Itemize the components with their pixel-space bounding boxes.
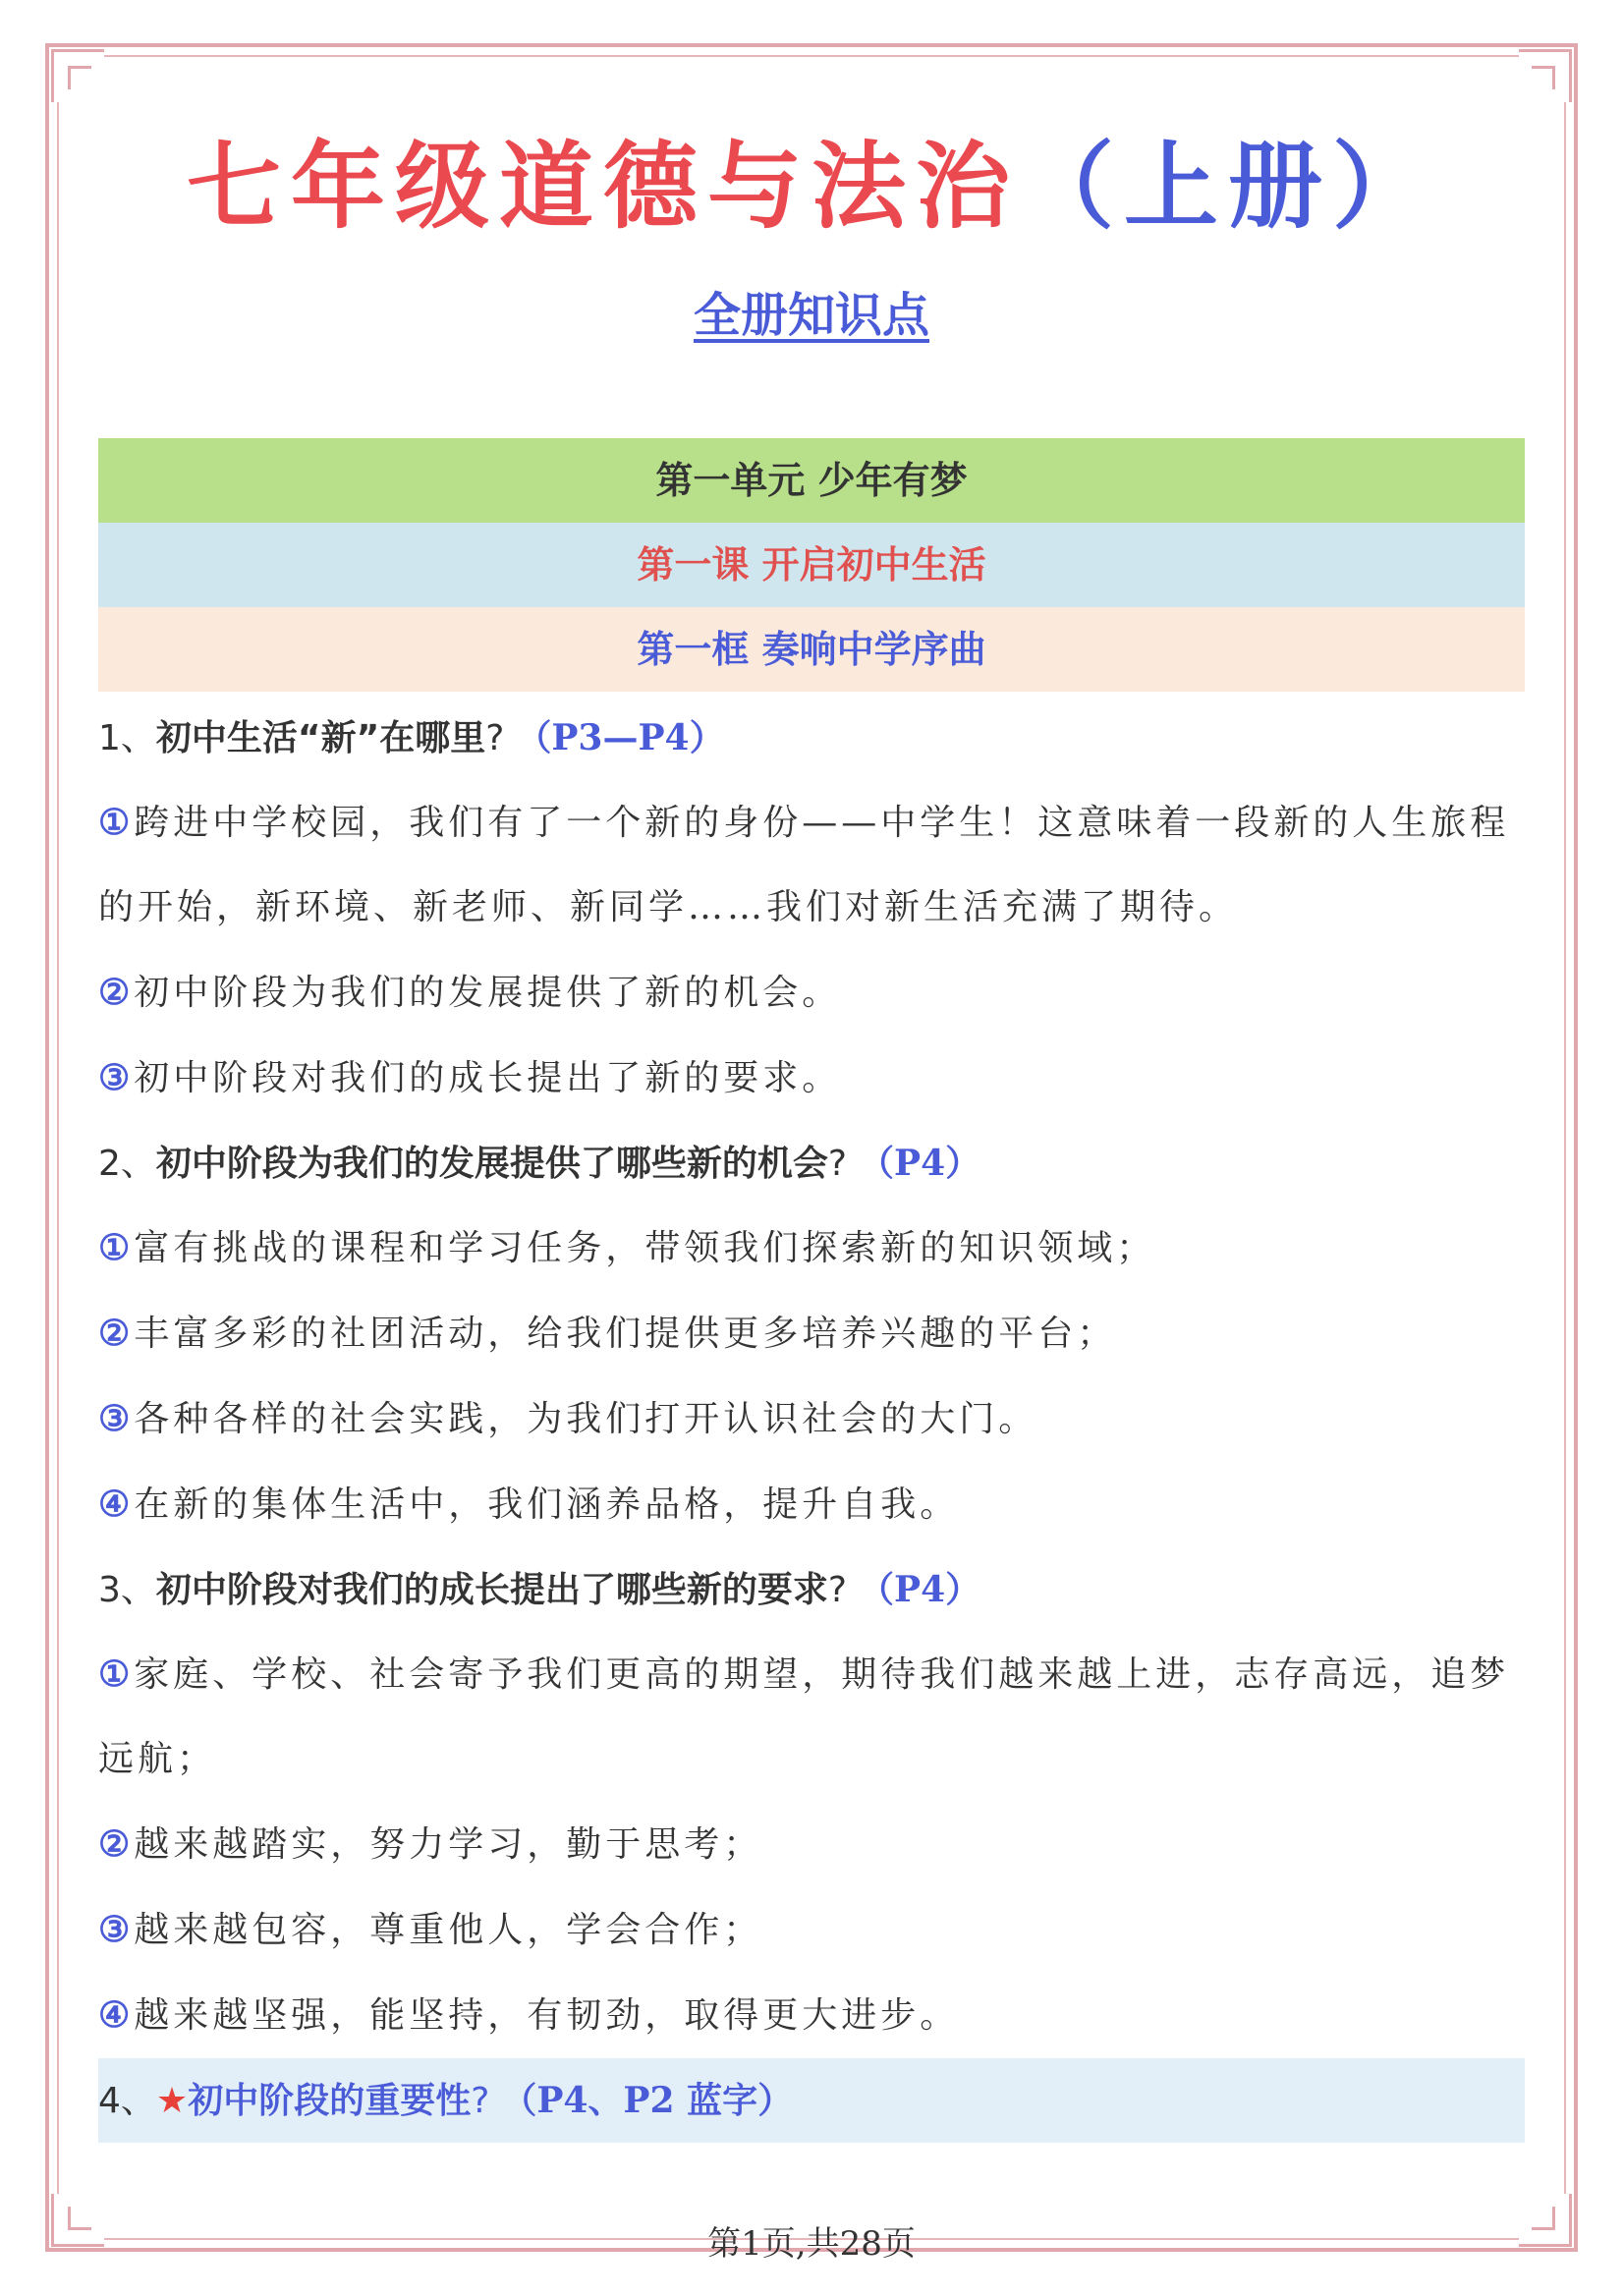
answer-item: ④越来越坚强，能坚持，有韧劲，取得更大进步。 [98,1994,960,2036]
page-reference: （P3—P4） [516,717,725,758]
answer-item: ①跨进中学校园，我们有了一个新的身份——中学生！这意味着一段新的人生旅程的开始，新环境、新老师、新同学……我们对新生活充满了期待。 [98,802,1510,927]
corner-ornament-top-left [51,49,104,102]
star-icon: ★ [155,2081,189,2121]
frame-heading: 第一框 奏响中学序曲 [98,607,1525,692]
answer-item: ①富有挑战的课程和学习任务，带领我们探索新的知识领域； [98,1227,1156,1268]
answer-item: ②越来越踏实，努力学习，勤于思考； [98,1823,763,1865]
answer-item: ④在新的集体生活中，我们涵养品格，提升自我。 [98,1484,960,1525]
title-main: 七年级道德与法治 [187,131,1020,242]
answer-item: ①家庭、学校、社会寄予我们更高的期望，期待我们越来越上进，志存高远，追梦远航； [98,1653,1510,1779]
page-subtitle: 全册知识点 [693,288,929,343]
question-3: 3、初中阶段对我们的成长提出了哪些新的要求? （P4） [98,1569,981,1610]
answer-item: ③初中阶段对我们的成长提出了新的要求。 [98,1057,842,1098]
lesson-heading: 第一课 开启初中生活 [98,523,1525,607]
page-reference: （P4） [859,1569,981,1610]
answer-item: ②初中阶段为我们的发展提供了新的机会。 [98,972,842,1013]
knowledge-content [98,696,1525,2143]
answer-item: ③越来越包容，尊重他人，学会合作； [98,1909,763,1950]
page-number: 第1页,共28页 [707,2224,916,2264]
question-2: 2、初中阶段为我们的发展提供了哪些新的机会? （P4） [98,1143,981,1184]
title-volume: （上册） [1020,131,1436,242]
answer-item: ③各种各样的社会实践，为我们打开认识社会的大门。 [98,1398,1038,1439]
corner-ornament-top-right [1519,49,1572,102]
page-title [0,128,1623,246]
unit-heading: 第一单元 少年有梦 [98,438,1525,523]
question-1: 1、初中生活“新”在哪里? （P3—P4） [98,717,725,758]
answer-item: ②丰富多彩的社团活动，给我们提供更多培养兴趣的平台； [98,1313,1117,1354]
page-reference: （P4、P2 蓝字） [501,2080,794,2121]
page-reference: （P4） [859,1143,981,1184]
question-4: 4、★初中阶段的重要性? （P4、P2 蓝字） [98,2058,1525,2143]
